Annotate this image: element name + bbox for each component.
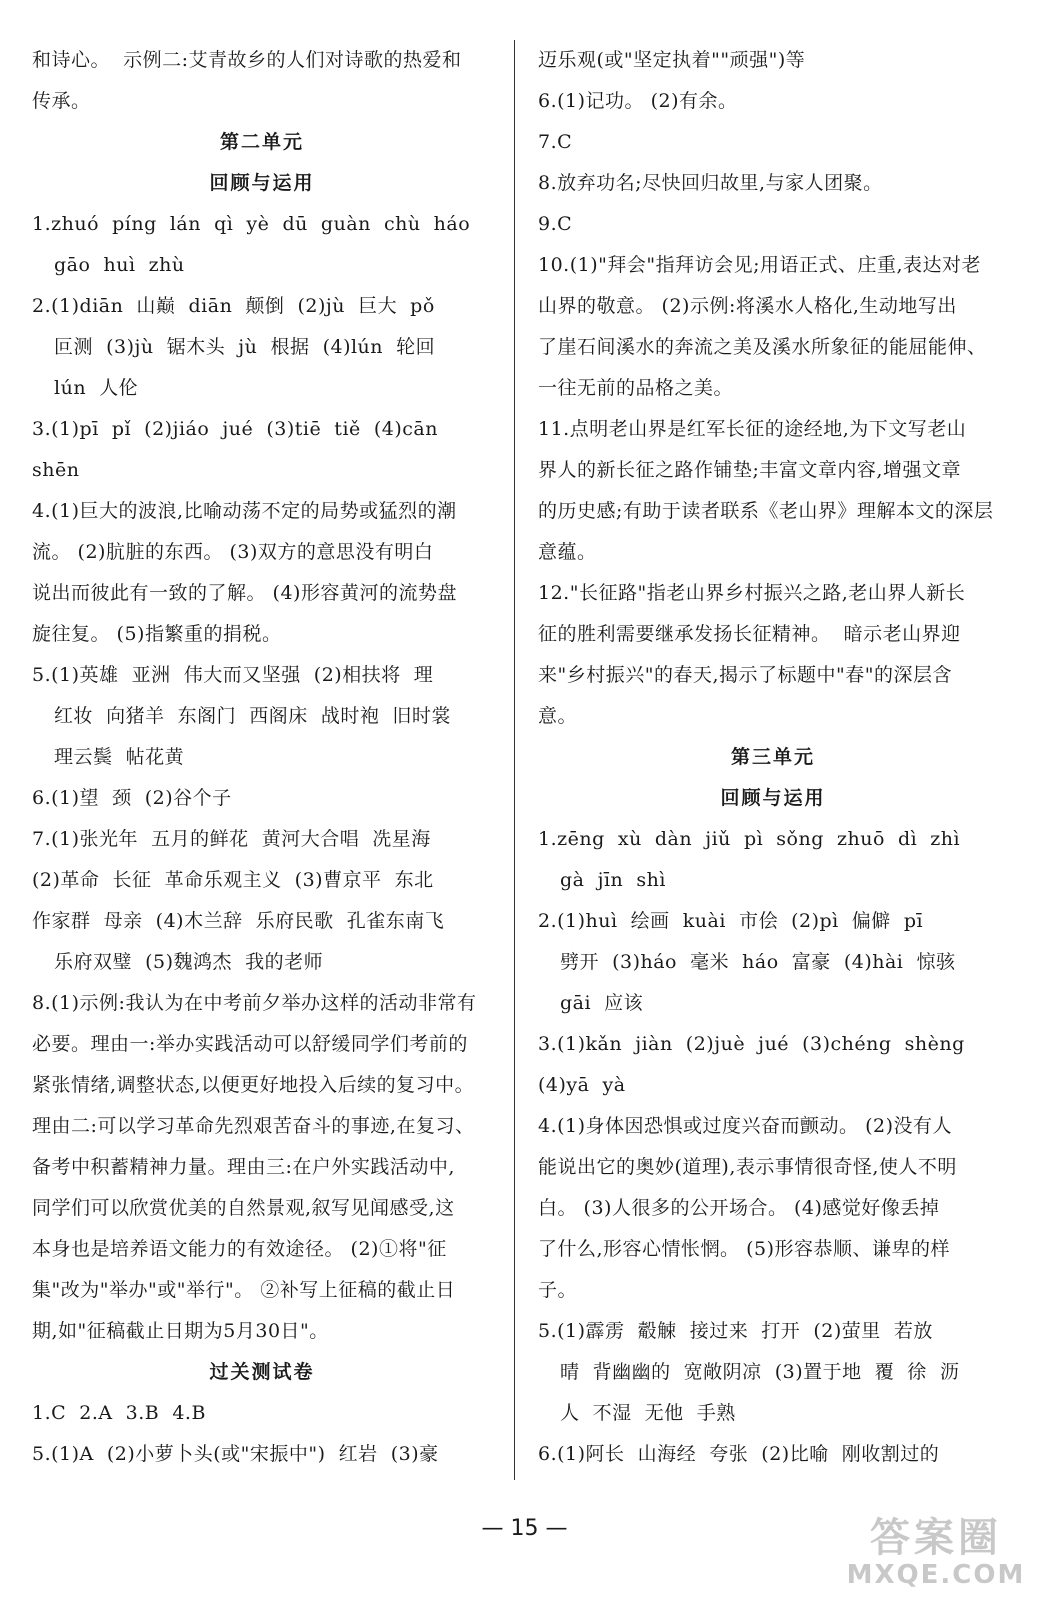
answer-line: 说出而彼此有一致的了解。 (4)形容黄河的流势盘 [32, 582, 457, 604]
answer-line: 旋往复。 (5)指繁重的捐税。 [32, 623, 282, 645]
answer-line: 期,如"征稿截止日期为5月30日"。 [32, 1320, 329, 1342]
answer-line: gà jīn shì [560, 869, 666, 891]
answer-line: 紧张情绪,调整状态,以便更好地投入后续的复习中。 [32, 1074, 475, 1096]
answer-line: 理云鬓 帖花黄 [54, 746, 185, 768]
answer-line: 2.(1)diān 山巅 diān 颠倒 (2)jù 巨大 pǒ [32, 295, 435, 317]
answer-line: 传承。 [32, 90, 91, 112]
answer-line: 能说出它的奥妙(道理),表示事情很奇怪,使人不明 [538, 1156, 957, 1178]
answer-line: 意蕴。 [538, 541, 597, 563]
answer-line: 3.(1)pī pǐ (2)jiáo jué (3)tiē tiě (4)cān [32, 418, 438, 440]
answer-line: 人 不湿 无他 手熟 [560, 1402, 736, 1424]
answer-line: 1.zhuó píng lán qì yè dū guàn chù háo [32, 213, 471, 235]
answer-line: 白。 (3)人很多的公开场合。 (4)感觉好像丢掉 [538, 1197, 940, 1219]
section-heading: 回顾与运用 [209, 172, 315, 194]
answer-line: 山界的敬意。 (2)示例:将溪水人格化,生动地写出 [538, 295, 957, 317]
answer-line: gāo huì zhù [54, 254, 185, 276]
answer-line: 5.(1)霹雳 觳觫 接过来 打开 (2)萤里 若放 [538, 1320, 933, 1342]
right-column [538, 40, 1008, 1475]
answer-line: 本身也是培养语文能力的有效途径。 (2)①将"征 [32, 1238, 447, 1260]
answer-line: 1.zēng xù dàn jiǔ pì sǒng zhuō dì zhì [538, 828, 961, 850]
watermark-logo: 答案圈 MXQE.COM [846, 1515, 1026, 1590]
answer-line: 3.(1)kǎn jiàn (2)juè jué (3)chéng shèng [538, 1033, 965, 1055]
answer-line: 11.点明老山界是红军长征的途经地,为下文写老山 [538, 418, 967, 440]
section-heading: 第二单元 [219, 131, 304, 153]
answer-line: 8.(1)示例:我认为在中考前夕举办这样的活动非常有 [32, 992, 477, 1014]
answer-line: 流。 (2)肮脏的东西。 (3)双方的意思没有明白 [32, 541, 434, 563]
answer-line: 5.(1)A (2)小萝卜头(或"宋振中") 红岩 (3)豪 [32, 1443, 439, 1465]
answer-line: 界人的新长征之路作铺垫;丰富文章内容,增强文章 [538, 459, 961, 481]
answer-line: 作家群 母亲 (4)木兰辞 乐府民歌 孔雀东南飞 [32, 910, 445, 932]
answer-line: 同学们可以欣赏优美的自然景观,叙写见闻感受,这 [32, 1197, 455, 1219]
page-number: — 15 — [481, 1516, 568, 1541]
section-heading: 回顾与运用 [720, 787, 826, 809]
section-heading: 过关测试卷 [209, 1361, 315, 1383]
column-divider [514, 40, 515, 1480]
answer-line: 晴 背幽幽的 宽敞阴凉 (3)置于地 覆 徐 沥 [560, 1361, 960, 1383]
answer-line: 1.C 2.A 3.B 4.B [32, 1402, 206, 1424]
answer-line: 一往无前的品格之美。 [538, 377, 734, 399]
answer-line: (2)革命 长征 革命乐观主义 (3)曹京平 东北 [32, 869, 434, 891]
answer-line: 6.(1)阿长 山海经 夸张 (2)比喻 刚收割过的 [538, 1443, 940, 1465]
section-heading: 第三单元 [730, 746, 815, 768]
answer-line: 理由二:可以学习革命先烈艰苦奋斗的事迹,在复习、 [32, 1115, 475, 1137]
answer-line: 了什么,形容心情怅惘。 (5)形容恭顺、谦卑的样 [538, 1238, 950, 1260]
answer-line: 7.(1)张光年 五月的鲜花 黄河大合唱 冼星海 [32, 828, 431, 850]
answer-line: 8.放弃功名;尽快回归故里,与家人团聚。 [538, 172, 883, 194]
answer-line: 了崖石间溪水的奔流之美及溪水所象征的能屈能伸、 [538, 336, 987, 358]
answer-line: 乐府双璧 (5)魏鸿杰 我的老师 [54, 951, 324, 973]
left-column [32, 40, 492, 1475]
answer-line: 征的胜利需要继承发扬长征精神。 暗示老山界迎 [538, 623, 961, 645]
answer-line: (4)yā yà [538, 1074, 626, 1096]
answer-line: 7.C [538, 131, 573, 153]
answer-line: 劈开 (3)háo 毫米 háo 富豪 (4)hài 惊骇 [560, 951, 956, 973]
answer-line: 12."长征路"指老山界乡村振兴之路,老山界人新长 [538, 582, 966, 604]
answer-line: 必要。理由一:举办实践活动可以舒缓同学们考前的 [32, 1033, 468, 1055]
answer-line: 和诗心。 示例二:艾青故乡的人们对诗歌的热爱和 [32, 49, 462, 71]
answer-line: 9.C [538, 213, 573, 235]
answer-line: 红妆 向猪羊 东阁门 西阁床 战时袍 旧时裳 [54, 705, 451, 727]
answer-line: shēn [32, 459, 80, 481]
answer-line: 5.(1)英雄 亚洲 伟大而又坚强 (2)相扶将 理 [32, 664, 434, 686]
answer-line: 备考中积蓄精神力量。理由三:在户外实践活动中, [32, 1156, 455, 1178]
answer-line: 10.(1)"拜会"指拜访会见;用语正式、庄重,表达对老 [538, 254, 982, 276]
answer-line: 6.(1)望 颈 (2)谷个子 [32, 787, 232, 809]
answer-line: 迈乐观(或"坚定执着""顽强")等 [538, 49, 806, 71]
answer-line: lún 人伦 [54, 377, 139, 399]
answer-line: 意。 [538, 705, 578, 727]
answer-line: 4.(1)巨大的波浪,比喻动荡不定的局势或猛烈的潮 [32, 500, 457, 522]
answer-line: 集"改为"举办"或"举行"。 ②补写上征稿的截止日 [32, 1279, 456, 1301]
answer-line: 2.(1)huì 绘画 kuài 市侩 (2)pì 偏僻 pī [538, 910, 924, 932]
answer-line: 子。 [538, 1279, 578, 1301]
answer-line: 6.(1)记功。 (2)有余。 [538, 90, 738, 112]
answer-line: 叵测 (3)jù 锯木头 jù 根据 (4)lún 轮回 [54, 336, 436, 358]
answer-line: 的历史感;有助于读者联系《老山界》理解本文的深层 [538, 500, 994, 522]
answer-line: 来"乡村振兴"的春天,揭示了标题中"春"的深层含 [538, 664, 952, 686]
answer-line: gāi 应该 [560, 992, 644, 1014]
answer-line: 4.(1)身体因恐惧或过度兴奋而颤动。 (2)没有人 [538, 1115, 952, 1137]
